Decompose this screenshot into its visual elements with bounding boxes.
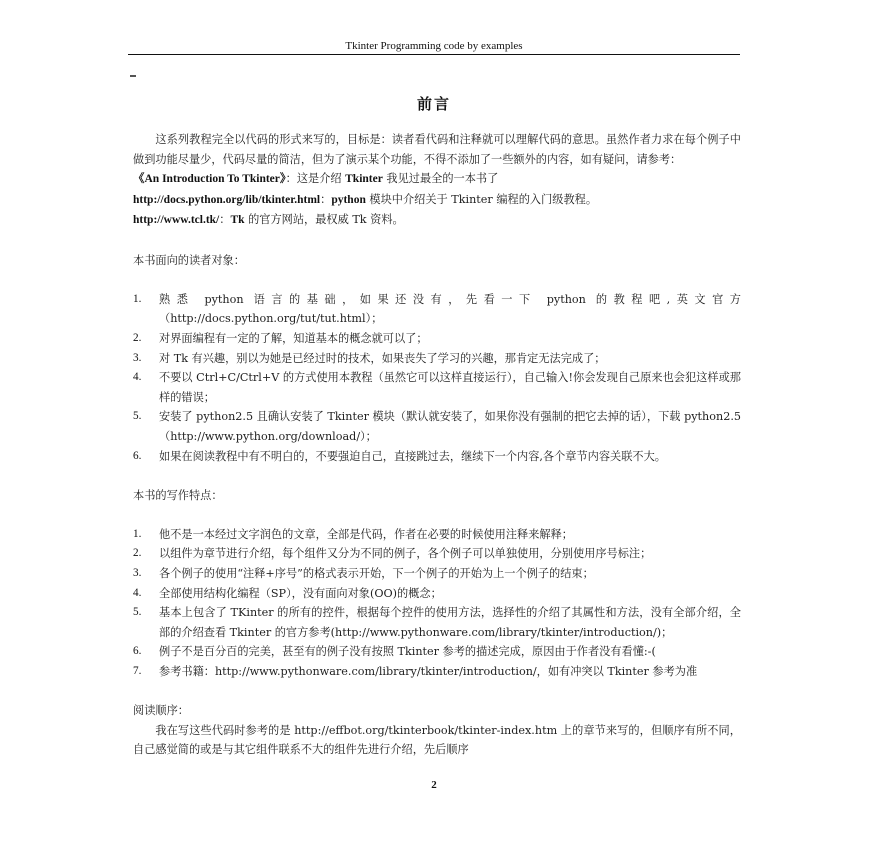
page-number: 2 [431, 779, 437, 791]
list-item: 5. 基本上包含了 TKinter 的所有的控件，根据每个控件的使用方法，选择性的介绍了其属性和方法，没有全部介绍，全部的介绍查看 Tkinter 的官方参考(http://www.pythonware.com/library/tkinter/introduction/)； [133, 606, 741, 639]
list-item: 6. 例子不是百分百的完美，甚至有的例子没有按照 Tkinter 参考的描述完成，原因由于作者没有看懂:-( [133, 645, 656, 659]
audience-heading: 本书面向的读者对象： [133, 253, 245, 267]
features-list [133, 525, 741, 682]
reading-order-heading: 阅读顺序： [133, 704, 189, 718]
list-item: 4. 不要以 Ctrl+C/Ctrl+V 的方式使用本教程（虽然它可以这样直接运行），自己输入!你会发现自己原来也会犯这样或那样的错误； [133, 371, 741, 404]
running-header: Tkinter Programming code by examples [345, 40, 523, 52]
list-item: 3. 各个例子的使用“注释+序号”的格式表示开始，下一个例子的开始为上一个例子的结束； [133, 567, 594, 581]
page-title: 前言 [416, 95, 451, 113]
list-item: 2. 对界面编程有一定的了解，知道基本的概念就可以了； [133, 331, 428, 345]
audience-list [133, 290, 741, 466]
list-item: 7. 参考书籍：http://www.pythonware.com/library/tkinter/introduction/，如有冲突以 Tkinter 参考为准 [133, 665, 698, 679]
header-rule [128, 54, 740, 55]
marker-glyph [130, 75, 136, 77]
intro-ref: http://www.tcl.tk/：Tk 的官方网站，最权威 Tk 资料。 [133, 213, 404, 227]
intro-ref: 《An Introduction To Tkinter》：这是介绍 Tkinter 我见过最全的一本书了 [133, 172, 499, 186]
list-item: 4. 全部使用结构化编程（SP），没有面向对象(OO)的概念； [133, 586, 442, 600]
intro-paragraph: 这系列教程完全以代码的形式来写的，目标是：读者看代码和注释就可以理解代码的意思。虽然作者力求在每个例子中做到功能尽量少，代码尽量的简洁，但为了演示某个功能，不得不添加了一些额外的内容，如有疑问，请参考： [133, 133, 741, 166]
list-item: 5. 安装了 python2.5 且确认安装了 Tkinter 模块（默认就安装了，如果你没有强制的把它去掉的话），下载 python2.5（http://www.python.org/download/）； [133, 410, 741, 443]
list-item: 6. 如果在阅读教程中有不明白的，不要强迫自己，直接跳过去，继续下一个内容,各个章节内容关联不大。 [133, 449, 666, 463]
list-item: 1. 他不是一本经过文字润色的文章，全部是代码，作者在必要的时候使用注释来解释； [133, 527, 573, 541]
list-item: 3. 对 Tk 有兴趣，别以为她是已经过时的技术，如果丧失了学习的兴趣，那肯定无法完成了； [133, 351, 606, 365]
features-heading: 本书的写作特点： [133, 488, 223, 502]
intro-ref: http://docs.python.org/lib/tkinter.html：python 模块中介绍关于 Tkinter 编程的入门级教程。 [133, 192, 598, 206]
list-item: 1. 熟悉 python 语言的基础，如果还没有，先看一下 python 的教程吧,英文官方（http://docs.python.org/tut/tut.html）； [133, 292, 741, 326]
reading-order-paragraph: 我在写这些代码时参考的是 http://effbot.org/tkinterbook/tkinter-index.htm 上的章节来写的，但顺序有所不同，自己感觉简的或是与其它组件联系不大的组件先进行介绍，先后顺序 [133, 723, 741, 757]
body-text [133, 130, 741, 760]
list-item: 2. 以组件为章节进行介绍，每个组件又分为不同的例子，各个例子可以单独使用，分别使用序号标注； [133, 547, 652, 561]
